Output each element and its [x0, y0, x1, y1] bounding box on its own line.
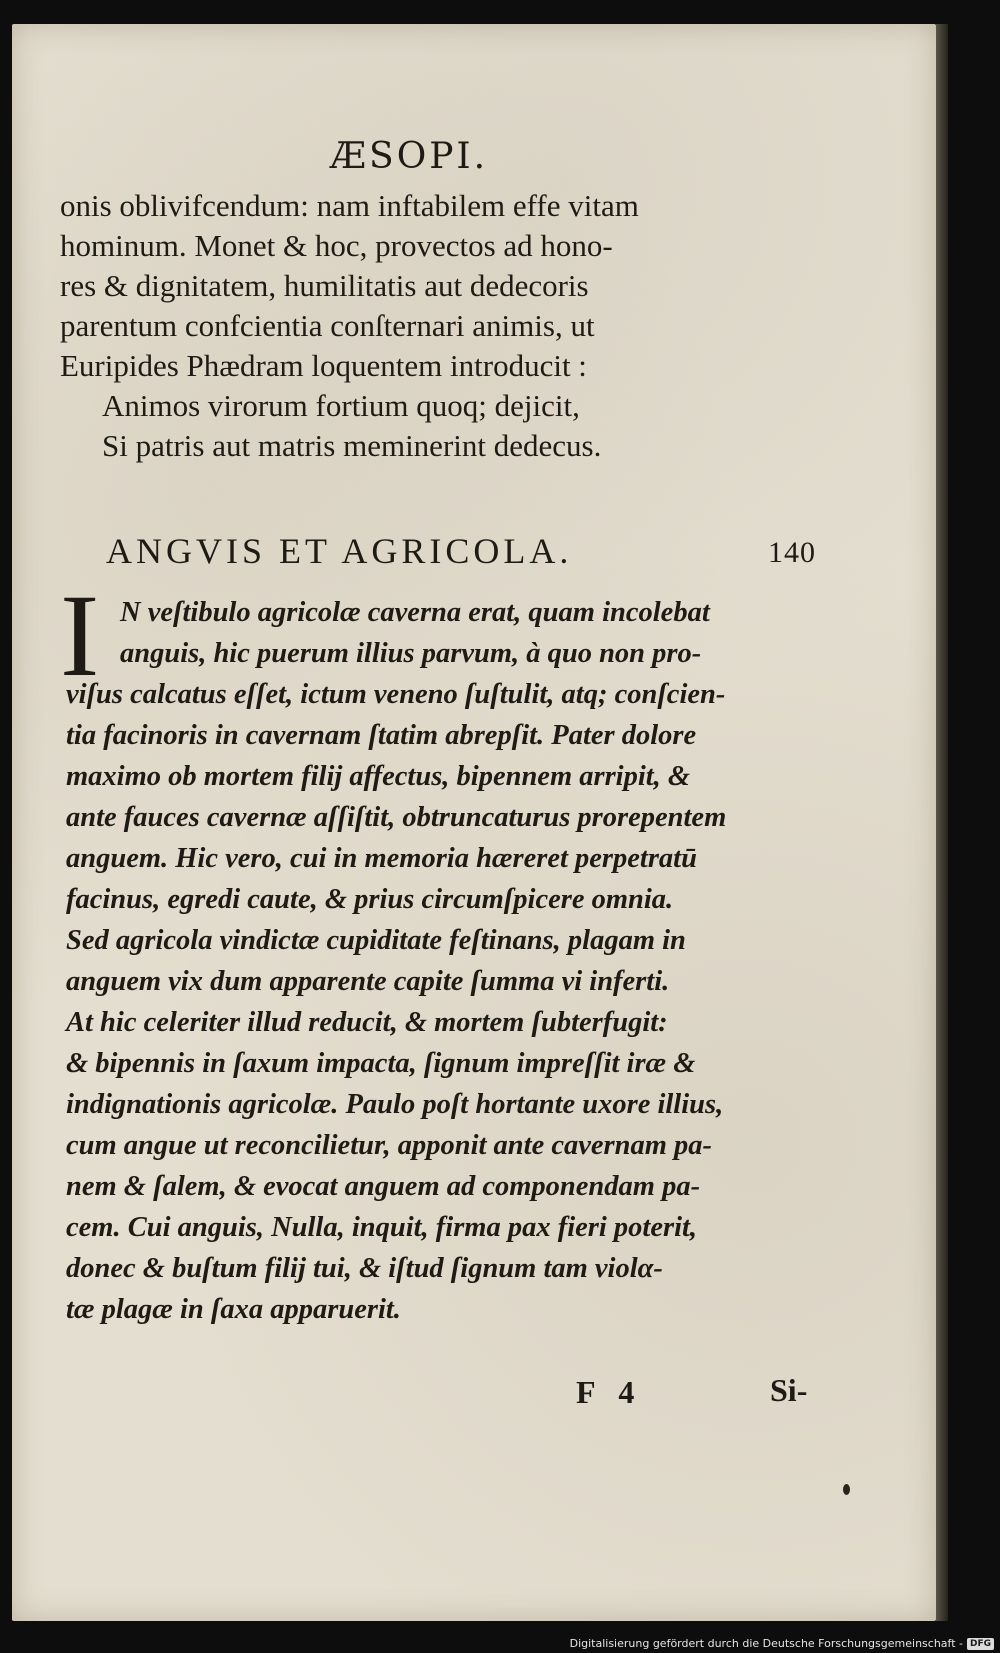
fable-line: ante fauces cavernæ aſſiſtit, obtruncaturus prorepentem [66, 802, 727, 833]
dfg-logo: DFG [967, 1638, 994, 1650]
fable-line: & bipennis in ſaxum impacta, ſignum impreſſit iræ & [66, 1048, 696, 1079]
signature-mark: F 4 [576, 1374, 643, 1410]
digitization-credit [570, 1637, 994, 1650]
prose-block [60, 186, 820, 386]
credit-text: Digitalisierung gefördert durch die Deutsche Forschungsgemeinschaft - [569, 1637, 963, 1650]
fable-line: nem & ſalem, & evocat anguem ad componendam pa- [66, 1171, 701, 1202]
prose-line: onis oblivifcendum: nam inftabilem effe vitam [60, 188, 639, 223]
fable-number: 140 [768, 536, 816, 569]
fable-heading [106, 530, 816, 572]
ink-speck [843, 1484, 850, 1495]
fable-line: At hic celeriter illud reducit, & mortem ſubterfugit: [66, 1007, 668, 1038]
fable-line: anguem vix dum apparente capite ſumma vi inferti. [66, 966, 670, 997]
fable-line: cem. Cui anguis, Nulla, inquit, firma pax fieri poterit, [66, 1212, 698, 1243]
prose-line: Euripides Phædram loquentem introducit : [60, 348, 587, 383]
catchword: Si- [770, 1372, 808, 1408]
fable-line: N veſtibulo agricolæ caverna erat, quam incolebat [120, 597, 710, 628]
fable-line: facinus, egredi caute, & prius circumſpicere omnia. [66, 884, 674, 915]
prose-line: res & dignitatem, humilitatis aut dedecoris [60, 268, 589, 303]
prose-line: parentum confcientia conſternari animis, ut [60, 308, 595, 343]
fable-line: tæ plagæ in ſaxa apparuerit. [66, 1294, 401, 1325]
fable-line: cum angue ut reconcilietur, apponit ante cavernam pa- [66, 1130, 713, 1161]
drop-cap: I [60, 570, 100, 701]
verse-quote [60, 386, 820, 466]
fable-line: anguis, hic puerum illius parvum, à quo non pro- [120, 638, 702, 669]
verse-line: Animos virorum fortium quoq; dejicit, [102, 388, 580, 423]
fable-title: ANGVIS ET AGRICOLA. [106, 531, 573, 571]
fable-line: anguem. Hic vero, cui in memoria hæreret perpetratū [66, 843, 697, 874]
fable-line: maximo ob mortem filij affectus, bipennem arripit, & [66, 761, 691, 792]
fable-line: Sed agricola vindictæ cupiditate feſtinans, plagam in [66, 925, 686, 956]
fable-line: donec & buſtum filij tui, & iſtud ſignum tam violα- [66, 1253, 663, 1284]
prose-line: hominum. Monet & hoc, provectos ad hono- [60, 228, 613, 263]
fable-line: viſus calcatus eſſet, ictum veneno ſuſtulit, atq; conſcien- [66, 679, 726, 710]
fable-text [66, 592, 822, 1330]
verse-line: Si patris aut matris meminerint dedecus. [102, 428, 602, 463]
page-edge [936, 24, 948, 1621]
running-head: ÆSOPI. [330, 136, 489, 177]
fable-line: indignationis agricolæ. Paulo poſt hortante uxore illius, [66, 1089, 724, 1120]
fable-line: tia facinoris in cavernam ſtatim abrepſit. Pater dolore [66, 720, 697, 751]
